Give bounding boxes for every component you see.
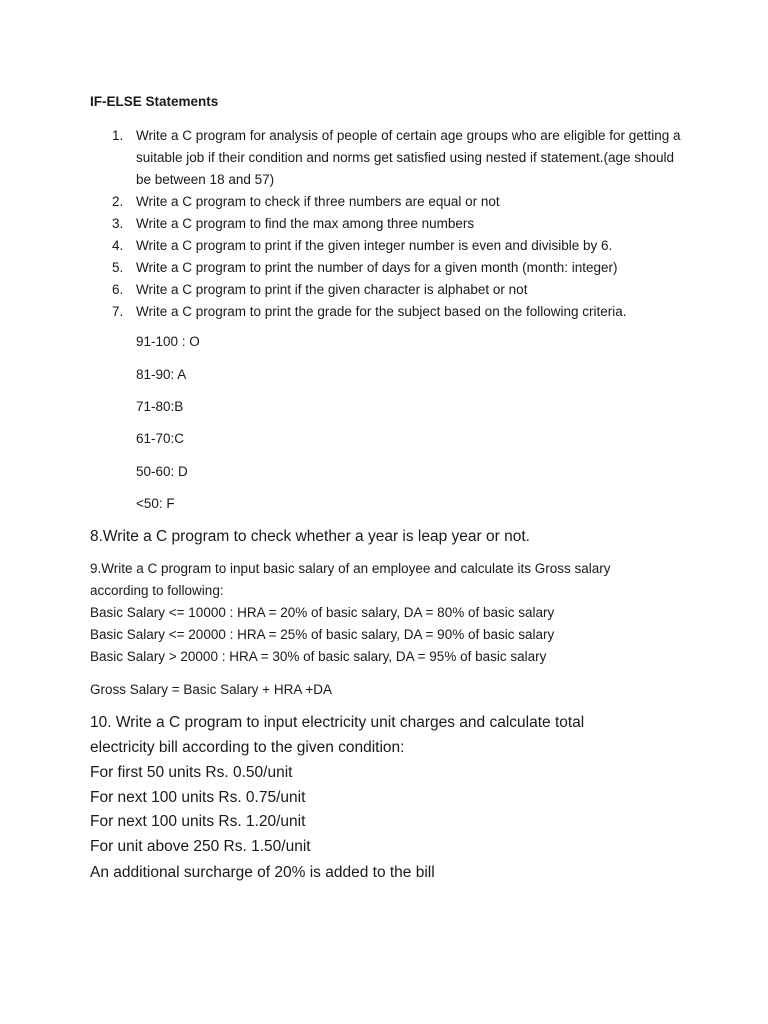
question-10-line: electricity bill according to the given condition: bbox=[90, 739, 405, 756]
tariff-rate: For next 100 units Rs. 0.75/unit bbox=[90, 789, 306, 806]
salary-rule: Basic Salary <= 10000 : HRA = 20% of basic salary, DA = 80% of basic salary bbox=[90, 605, 555, 620]
question-list bbox=[90, 125, 690, 323]
list-number: 7. bbox=[112, 304, 124, 319]
list-item bbox=[90, 235, 690, 257]
list-item bbox=[90, 257, 690, 279]
list-number: 1. bbox=[112, 128, 124, 143]
grade-rule: 91-100 : O bbox=[136, 334, 200, 349]
list-item bbox=[90, 279, 690, 301]
tariff-rate: For first 50 units Rs. 0.50/unit bbox=[90, 764, 293, 781]
list-text: Write a C program to print if the given character is alphabet or not bbox=[136, 282, 528, 297]
list-text: Write a C program to find the max among three numbers bbox=[136, 216, 475, 231]
tariff-rate: For next 100 units Rs. 1.20/unit bbox=[90, 813, 306, 830]
list-text: Write a C program for analysis of people of certain age groups who are eligible for getting a suitable job if their condition and norms get satisfied using nested if statement.(age should be between 18 and 57) bbox=[136, 128, 681, 187]
page-heading: IF-ELSE Statements bbox=[90, 94, 219, 109]
question-10-line: 10. Write a C program to input electricity unit charges and calculate total bbox=[90, 714, 585, 731]
list-item bbox=[90, 125, 690, 191]
grade-rule: 81-90: A bbox=[136, 367, 187, 382]
salary-rule: Basic Salary > 20000 : HRA = 30% of basic salary, DA = 95% of basic salary bbox=[90, 649, 547, 664]
grade-rule: <50: F bbox=[136, 496, 175, 511]
surcharge-note: An additional surcharge of 20% is added to the bill bbox=[90, 864, 435, 881]
question-9-line: according to following: bbox=[90, 583, 224, 598]
list-item bbox=[90, 213, 690, 235]
list-number: 5. bbox=[112, 260, 124, 275]
list-number: 6. bbox=[112, 282, 124, 297]
question-8: 8.Write a C program to check whether a year is leap year or not. bbox=[90, 528, 530, 545]
list-item bbox=[90, 301, 690, 323]
salary-rule: Basic Salary <= 20000 : HRA = 25% of basic salary, DA = 90% of basic salary bbox=[90, 627, 555, 642]
list-number: 2. bbox=[112, 194, 124, 209]
list-text: Write a C program to check if three numbers are equal or not bbox=[136, 194, 500, 209]
tariff-rate: For unit above 250 Rs. 1.50/unit bbox=[90, 838, 311, 855]
list-number: 4. bbox=[112, 238, 124, 253]
list-item bbox=[90, 191, 690, 213]
list-number: 3. bbox=[112, 216, 124, 231]
list-text: Write a C program to print the number of days for a given month (month: integer) bbox=[136, 260, 618, 275]
grade-rule: 61-70:C bbox=[136, 431, 185, 446]
gross-salary-formula: Gross Salary = Basic Salary + HRA +DA bbox=[90, 682, 332, 697]
list-text: Write a C program to print if the given integer number is even and divisible by 6. bbox=[136, 238, 613, 253]
grade-rule: 71-80:B bbox=[136, 399, 184, 414]
question-9-line: 9.Write a C program to input basic salary of an employee and calculate its Gross salary bbox=[90, 561, 611, 576]
grade-rule: 50-60: D bbox=[136, 464, 188, 479]
list-text: Write a C program to print the grade for the subject based on the following criteria. bbox=[136, 304, 627, 319]
